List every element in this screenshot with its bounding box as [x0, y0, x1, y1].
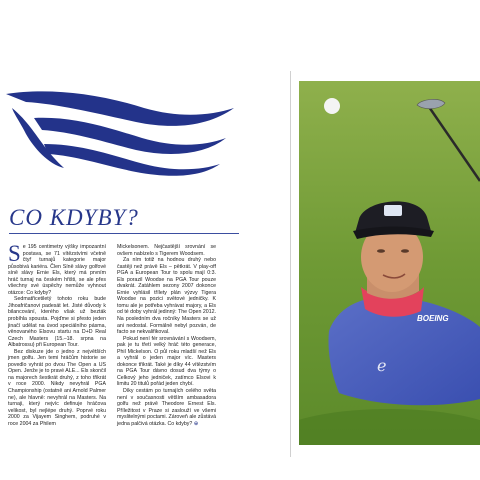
- drop-cap: S: [8, 241, 21, 266]
- eye-left: [377, 249, 385, 253]
- paragraph: Za ním totiž na hodnou druhý nebo častěji než právě Els – pětkrát. V play-off PGA a European Tour to spolu mají 0:3. Els porazil Woodse na PGA Tour pouze dvakrát. Zatáhlem sezony 2007 dokonce Ernie vyhlásil třílety plán výzvy Tigera Woodse na pozici světové jedničky. K tomu ale je potřeba vyhrávat majory, a Els od té doby vyhrál jedinný: The Open 2012. Na posledním dva ročníky Masters se už ani nedostal. Formálně nebyl pozván, de facto se nekvalifikoval.: [117, 257, 216, 336]
- paragraph: Sedmatřicetiletý tohoto roku bude Jihoafričanovi padesát let. Jisté důvody k bilancování, kterého však už bezták probíhla spousta. Pojďme si přesto jeden jinačí udělat na úvod speciálního pásma, věnovaného Elsovu startu na D+D Real Czech Masters (15.–18. srpna na Albatrossu) při European Tour.: [8, 296, 106, 349]
- end-mark-icon: ⊕: [193, 420, 199, 427]
- paragraph: Bez diskuze jde o jedno z největších jmen golfu. Jen temi hráčům historie se povedlo vyhrát po dvou The Open a US Open. Jenže je to pravé ALE... Els skončil na majorech šestkrát druhý, z toho třikrát v roce 2000. Nikdy nevyhrál PGA Championship (ostatně ani Arnold Palmer ne), ale hlavně: nevyhrál na Masters. Na turnaji, který nejvíc definuje hráčova velikost, byl nejlépe druhý. Poprvé roku 2000 za Vijayem Singhem, podruhé v roce 2004 za Philem: [8, 348, 106, 427]
- eye-right: [401, 249, 409, 253]
- article-title: CO KDYBY?: [9, 205, 139, 230]
- cap-logo-icon: [384, 205, 402, 216]
- paragraph: Se 195 centimetry výšky impozantní postava, se 71 vítězstvími včetně čtyř turnajů kategorie major působivá kariéra. Člen Síně slávy golfové síně slávy Ernie Els, který má prvním hráč turnaj na českém hřišti, se ale přes všechny své úspěchy nemůže vyhnout otázce: Co kdyby?: [8, 241, 106, 296]
- paragraph: Pokud není fér srovnávání s Woodsem, pak je tu třetí velký hráč této generace, Phil Mickelson. O půl roku mladší než Els a vyhrál o jeden major víc. Masters dokonce třikrát. Také je díky 44 vítězstvím na PGA Tour dávno dosud dva týmy o Celkový jeho jedniček, zatímco Elsovi k limitu 20 titulů pořád jeden chybí.: [117, 335, 216, 388]
- title-divider: [9, 233, 239, 234]
- golfer-photo: [299, 81, 480, 445]
- tour-logo: [4, 86, 236, 176]
- sponsor-logo-text: BOEING: [417, 314, 449, 323]
- logo-base-wave: [12, 108, 64, 168]
- paragraph: Díky cestám po turnajích celého světa není v současnosti větším ambasadora golfu než právě Theodore Ernest Els. Příležitost v Praze si zaslouží ve všemi myslitelnými poctami. Zároveň ale zůstává jedna palčivá otázka. Co kdyby? ⊕: [117, 388, 216, 427]
- article-column-2: [117, 244, 216, 427]
- sweater-emblem-icon: ℯ: [377, 358, 387, 375]
- article-column-1: [8, 241, 106, 427]
- foreground-grass: [299, 409, 480, 445]
- paragraph: Mickelsonem. Nejčastější srovnání se ovšem nabízelo s Tigerem Woodsem.: [117, 244, 216, 257]
- golf-ball-icon: [324, 98, 340, 114]
